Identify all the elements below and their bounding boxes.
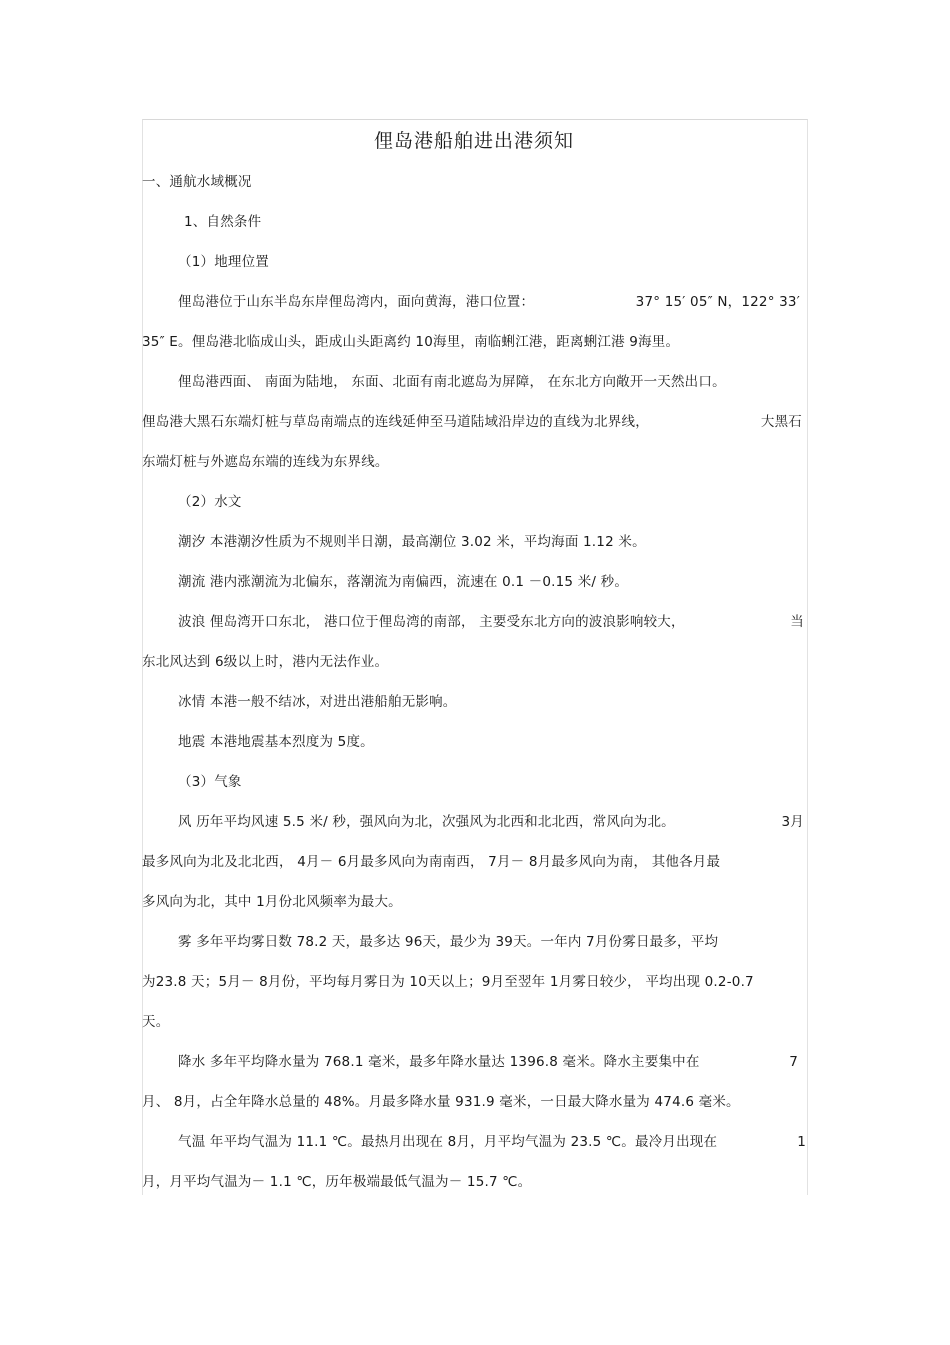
paragraph-line: 俚岛港西面、 南面为陆地， 东面、北面有南北遮岛为屏障， 在东北方向敞开一天然出口。 bbox=[178, 374, 726, 390]
text-segment: 37° 15′ 05″ N，122° 33′ bbox=[635, 294, 800, 310]
paragraph-line: 天。 bbox=[142, 1014, 170, 1030]
paragraph-line: 潮流 港内涨潮流为北偏东，落潮流为南偏西，流速在 0.1 －0.15 米/ 秒。 bbox=[178, 574, 629, 590]
paragraph-line bbox=[178, 613, 804, 631]
paragraph-line bbox=[178, 813, 804, 831]
paragraph-line: 多风向为北，其中 1月份北风频率为最大。 bbox=[142, 894, 402, 910]
paragraph-line: 东端灯桩与外遮岛东端的连线为东界线。 bbox=[142, 454, 389, 470]
subsubsection-heading: （3）气象 bbox=[178, 774, 242, 790]
text-segment: 当 bbox=[790, 614, 804, 630]
text-segment: 风 历年平均风速 5.5 米/ 秒，强风向为北，次强风为北西和北北西，常风向为北。 bbox=[178, 814, 675, 830]
paragraph-line: 最多风向为北及北北西， 4月－ 6月最多风向为南南西， 7月－ 8月最多风向为南， 其他各月最 bbox=[142, 854, 721, 870]
document-title: 俚岛港船舶进出港须知 bbox=[373, 130, 574, 152]
text-segment: 俚岛港位于山东半岛东岸俚岛湾内，面向黄海，港口位置： bbox=[178, 294, 535, 310]
text-segment: 大黑石 bbox=[760, 414, 802, 430]
text-segment: 气温 年平均气温为 11.1 ℃。最热月出现在 8月，月平均气温为 23.5 ℃。最冷月出现在 bbox=[178, 1134, 718, 1150]
text-segment: 7 bbox=[789, 1054, 798, 1070]
paragraph-line: 地震 本港地震基本烈度为 5度。 bbox=[178, 734, 374, 750]
subsubsection-heading: （2）水文 bbox=[178, 494, 242, 510]
paragraph-line bbox=[178, 1133, 806, 1151]
text-segment: 波浪 俚岛湾开口东北， 港口位于俚岛湾的南部， 主要受东北方向的波浪影响较大， bbox=[178, 614, 685, 630]
text-segment: 降水 多年平均降水量为 768.1 毫米，最多年降水量达 1396.8 毫米。降水主要集中在 bbox=[178, 1054, 700, 1070]
paragraph-line bbox=[178, 293, 800, 311]
text-segment: 俚岛港大黑石东端灯桩与草岛南端点的连线延伸至马道陆域沿岸边的直线为北界线， bbox=[142, 414, 649, 430]
paragraph-line: 月、 8月，占全年降水总量的 48%。月最多降水量 931.9 毫米，一日最大降水量为 474.6 毫米。 bbox=[142, 1094, 740, 1110]
subsubsection-heading: （1）地理位置 bbox=[178, 254, 269, 270]
paragraph-line bbox=[178, 1053, 798, 1071]
text-segment: 3月 bbox=[781, 814, 804, 830]
text-segment: 1 bbox=[797, 1134, 806, 1150]
paragraph-line: 东北风达到 6级以上时，港内无法作业。 bbox=[142, 654, 389, 670]
paragraph-line: 潮汐 本港潮汐性质为不规则半日潮，最高潮位 3.02 米，平均海面 1.12 米。 bbox=[178, 534, 646, 550]
paragraph-line bbox=[142, 413, 802, 431]
paragraph-line: 雾 多年平均雾日数 78.2 天，最多达 96天，最少为 39天。一年内 7月份雾日最多，平均 bbox=[178, 934, 719, 950]
paragraph-line: 35″ E。俚岛港北临成山头，距成山头距离约 10海里，南临蜊江港，距离蜊江港 9海里。 bbox=[142, 334, 680, 350]
paragraph-line: 冰情 本港一般不结冰，对进出港船舶无影响。 bbox=[178, 694, 457, 710]
paragraph-line: 为23.8 天；5月－ 8月份，平均每月雾日为 10天以上；9月至翌年 1月雾日较少， 平均出现 0.2-0.7 bbox=[142, 974, 754, 990]
section-heading: 一、通航水域概况 bbox=[142, 174, 252, 190]
subsection-heading: 1、自然条件 bbox=[184, 214, 262, 230]
paragraph-line: 月，月平均气温为－ 1.1 ℃，历年极端最低气温为－ 15.7 ℃。 bbox=[142, 1174, 532, 1190]
